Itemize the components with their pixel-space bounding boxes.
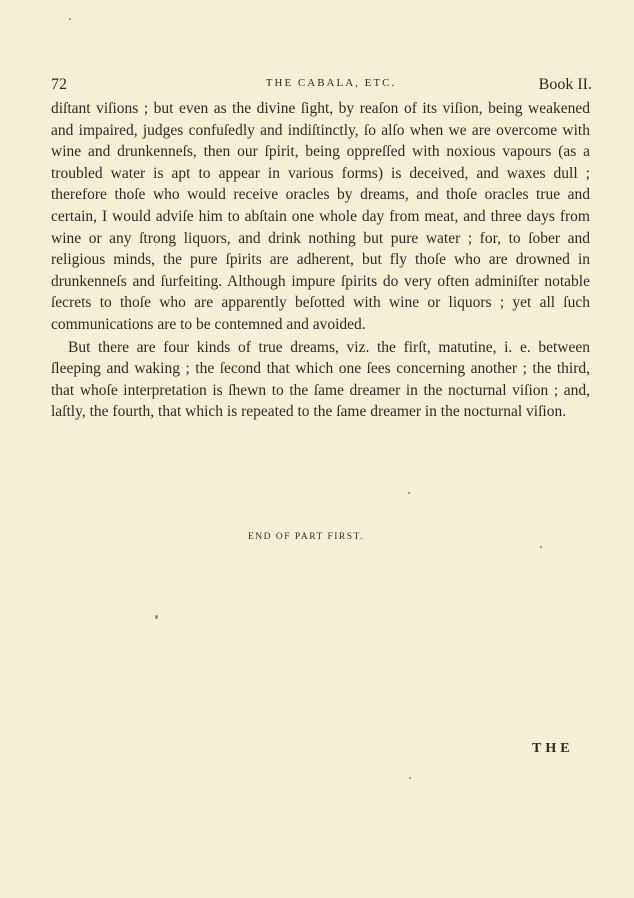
paragraph: But there are four kinds of true dreams, viz. the firſt, matutine, i. e. between ſleeping and waking ; the ſecond that which one ſees concerning another ; the third, that whoſe interpretation is ſhewn to the ſame dreamer in the nocturnal viſion ; and, laſtly, the fourth, that which is repeated to the ſame dreamer in the nocturnal viſion. [51,338,590,421]
page-header [51,76,592,98]
paper-speck [69,18,71,20]
end-of-part-line: END OF PART FIRST. [248,532,365,542]
running-title: THE CABALA, ETC. [265,77,397,89]
catchword: THE [532,741,574,756]
paragraph: diſtant viſions ; but even as the divine ſight, by reaſon of its viſion, being weakened and impaired, judges confuſedly and indiſtinctly, ſo alſo when we are overcome with wine and drunkenneſs, then our ſpirit, being oppreſſed with noxious vapours (as a troubled water is apt to appear in various forms) is deceived, and waxes dull ; therefore thoſe who would receive oracles by dreams, and thoſe oracles true and certain, I would adviſe him to abſtain one whole day from meat, and three days from wine or any ſtrong liquors, and drink nothing but pure water ; for, to ſober and religious minds, the pure ſpirits are adherent, but fly thoſe who are drowned in drunkenneſs and ſurfeiting. Although impure ſpirits do very often adminiſter notable ſecrets to thoſe who are apparently beſotted with wine or liquors ; yet all ſuch communications are to be contemned and avoided. [51,100,590,333]
paper-speck [409,777,411,779]
book-label: Book II. [538,76,592,93]
body-text [51,98,590,423]
paper-speck [408,492,410,494]
paper-speck [540,546,542,548]
paper-speck [155,615,158,619]
page-number: 72 [51,76,67,93]
